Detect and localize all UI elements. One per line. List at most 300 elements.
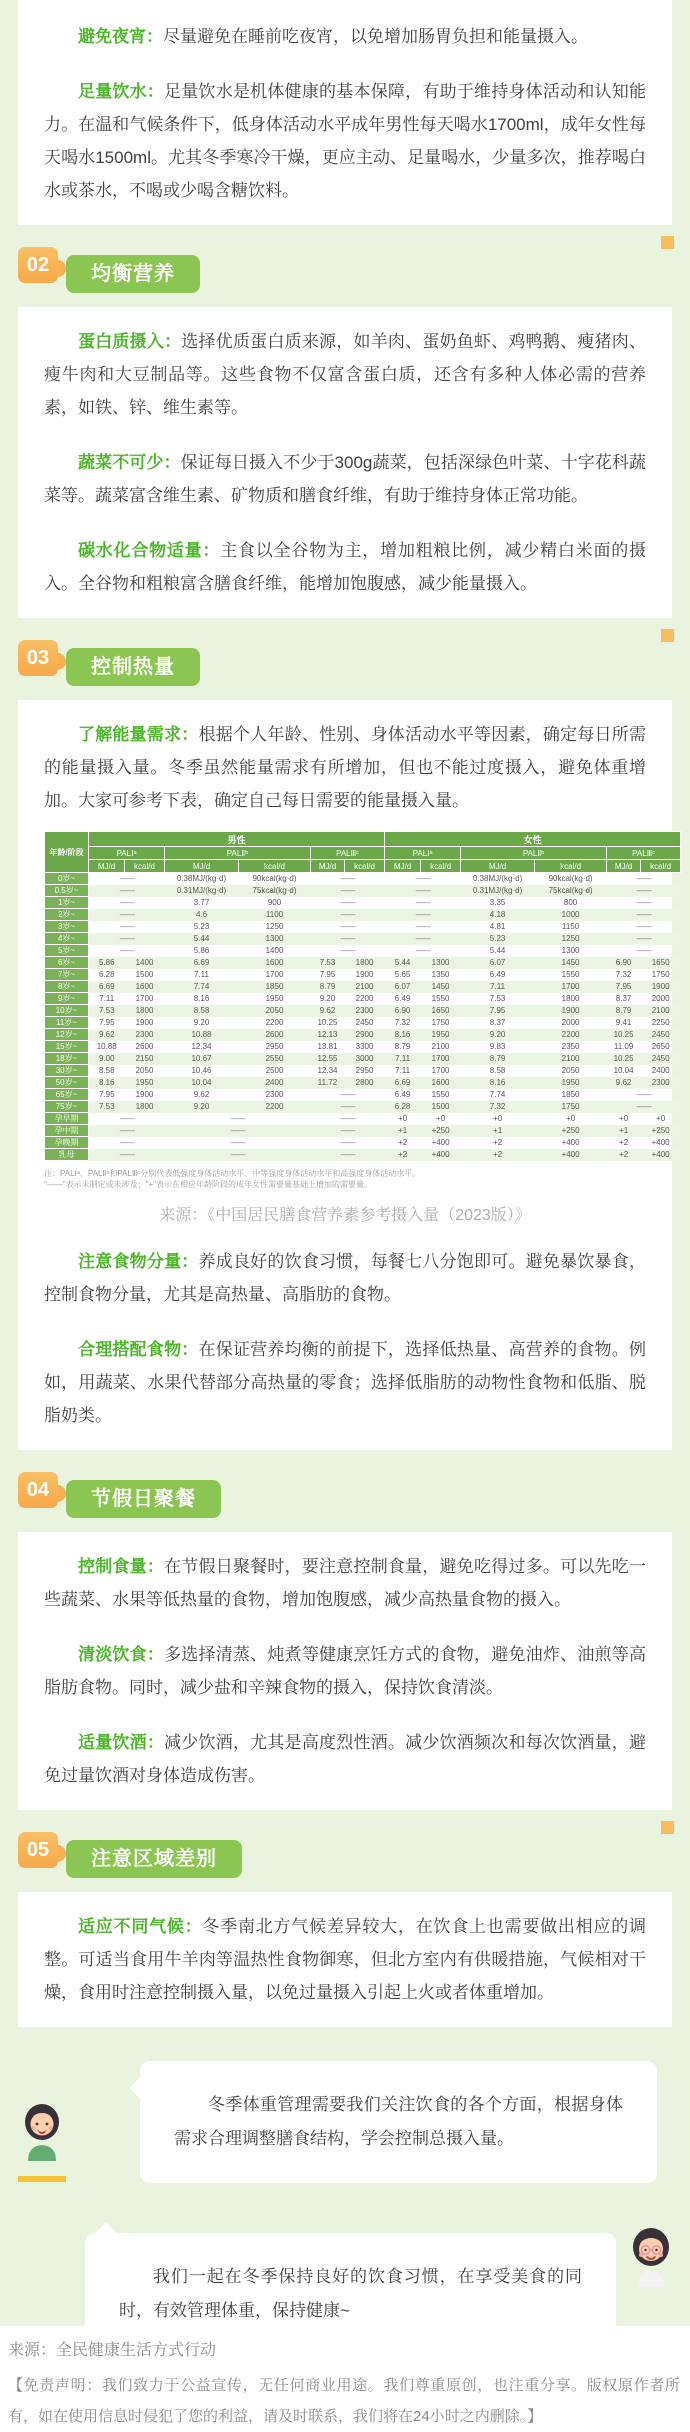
table-cell: 11.72 [311, 1077, 345, 1089]
table-cell: —— [311, 933, 385, 945]
table-row [45, 921, 681, 933]
bubble-text: 冬季体重管理需要我们关注饮食的各个方面，根据身体需求合理调整膳食结构，学会控制总摄入量。 [174, 2095, 623, 2148]
table-row [45, 1017, 681, 1029]
table-cell: +1 [385, 1125, 421, 1137]
table-cell: 2450 [355, 1018, 374, 1027]
tip-text: 在保证营养均衡的前提下，选择低热量、高营养的食物。例如，用蔬菜、水果代替部分高热量的零食；选择低脂肪的动物性食物和低脂、脱脂奶类。 [44, 1340, 646, 1425]
table-cell: 10.88 [96, 1042, 117, 1051]
table-cell: 1700 [431, 1066, 450, 1075]
table-cell: 75kcal(kg·d) [535, 885, 607, 897]
speech-bubble [140, 2061, 657, 2183]
table-cell: 6.49 [394, 1090, 411, 1099]
table-cell: —— [415, 874, 430, 884]
table-cell: —— [119, 898, 134, 907]
table-cell: +2 [493, 1138, 503, 1147]
table-header-cell: 年龄/阶段 [45, 832, 89, 873]
table-cell: 1500 [421, 1101, 461, 1113]
table-cell: —— [636, 898, 651, 907]
table-cell: +400 [561, 1138, 580, 1147]
table-row [45, 1125, 681, 1137]
table-cell: 2200 [355, 994, 374, 1003]
table-cell: 1600 [125, 981, 165, 993]
table-cell: 2450 [641, 1029, 681, 1041]
table-cell: 2800 [345, 1077, 385, 1089]
table-row [45, 993, 681, 1005]
table-header-cell: MJ/d [461, 860, 535, 873]
table-cell: 18岁~ [45, 1053, 89, 1065]
table-cell: —— [311, 1149, 385, 1161]
table-cell: 9.83 [489, 1042, 506, 1051]
table-cell: 1750 [431, 1018, 450, 1027]
table-cell: 1800 [345, 957, 385, 969]
table-cell: —— [415, 898, 430, 907]
table-cell: —— [385, 933, 461, 945]
tip-paragraph [44, 75, 646, 207]
table-cell: —— [340, 1138, 355, 1147]
table-cell: 2950 [355, 1066, 374, 1075]
table-cell: —— [311, 885, 385, 897]
tip-label: 了解能量需求： [78, 725, 199, 744]
table-cell: +400 [421, 1149, 461, 1161]
table-cell: 5.23 [193, 922, 210, 931]
avatar-left [18, 2101, 66, 2182]
table-cell: 10.04 [165, 1077, 239, 1089]
energy-table-body [45, 873, 681, 1161]
table-cell: 0岁~ [45, 873, 89, 885]
tip-text: 主食以全谷物为主，增加粗粮比例，减少精白米面的摄入。全谷物和粗粮富含膳食纤维，能增加饱腹感，减少能量摄入。 [44, 541, 647, 593]
table-cell: 7.53 [489, 994, 506, 1003]
table-cell: 7.11 [385, 1053, 421, 1065]
table-cell: 2300 [125, 1029, 165, 1041]
table-cell: 1700 [135, 994, 154, 1003]
table-cell: 2100 [431, 1042, 450, 1051]
corner-square-decoration [661, 629, 674, 642]
corner-square-decoration [661, 236, 674, 249]
table-cell: —— [340, 898, 355, 907]
woman-avatar-icon [18, 2101, 66, 2161]
table-cell: —— [119, 1114, 134, 1123]
table-cell: 6.90 [385, 1005, 421, 1017]
speech-bubble-row-1 [140, 2061, 657, 2183]
table-cell: 1900 [135, 1090, 154, 1099]
table-cell: +2 [607, 1149, 641, 1161]
table-cell: 9.20 [193, 1018, 210, 1027]
bubble-tail [93, 2222, 118, 2247]
table-cell: 2300 [265, 1090, 284, 1099]
tip-paragraph [44, 1726, 646, 1792]
corner-square-decoration [661, 1821, 674, 1834]
table-cell: 5.44 [385, 957, 421, 969]
table-cell: 1900 [355, 970, 374, 979]
table-cell: 11岁~ [45, 1017, 89, 1029]
table-cell: 1300 [421, 957, 461, 969]
section-header-03 [18, 640, 672, 686]
table-row [45, 957, 681, 969]
table-cell: 9.41 [615, 1018, 632, 1027]
tip-label: 蛋白质摄入： [78, 332, 182, 351]
tip-label: 蔬菜不可少： [78, 453, 181, 472]
table-cell: 1950 [265, 994, 284, 1003]
table-cell: 90kcal(kg·d) [548, 874, 593, 884]
table-cell: 6.28 [385, 1101, 421, 1113]
table-header-cell: kcal/d [125, 860, 165, 873]
tip-text: 养成良好的饮食习惯，每餐七八分饱即可。避免暴饮暴食，控制食物分量，尤其是高热量、高脂肪的食物。 [44, 1252, 646, 1304]
table-cell: —— [89, 909, 165, 921]
table-cell: 3300 [355, 1042, 374, 1051]
table-cell: +0 [566, 1114, 576, 1123]
table-cell: 10.67 [165, 1053, 239, 1065]
table-cell: —— [636, 946, 651, 955]
table-cell: 2550 [239, 1053, 311, 1065]
table-cell: 3.35 [489, 898, 506, 907]
table-cell: 7.95 [319, 970, 336, 979]
table-cell: 0.31MJ/(kg·d) [165, 885, 239, 897]
section-number-badge: 02 [18, 247, 58, 283]
tip-text: 多选择清蒸、炖煮等健康烹饪方式的食物，避免油炸、油煎等高脂肪食物。同时，减少盐和辛辣食物的摄入，保持饮食清淡。 [44, 1645, 646, 1697]
table-cell: 7.74 [165, 981, 239, 993]
table-cell: —— [415, 946, 430, 955]
table-header-cell: kcal/d [421, 860, 461, 873]
table-cell: 6.90 [607, 957, 641, 969]
table-cell: 50岁~ [45, 1077, 89, 1089]
table-cell: 8.58 [489, 1066, 506, 1075]
table-row [45, 1041, 681, 1053]
table-cell: 3.77 [193, 898, 210, 907]
table-cell: 8.16 [193, 994, 210, 1003]
table-row [45, 933, 681, 945]
table-cell: 1750 [651, 970, 670, 979]
avatar-right [626, 2225, 676, 2326]
table-cell: +250 [535, 1125, 607, 1137]
table-header-cell: MJ/d [385, 860, 421, 873]
energy-table [44, 831, 681, 1161]
tip-label: 足量饮水： [78, 82, 165, 101]
table-cell: 5.44 [489, 946, 506, 955]
tip-paragraph [44, 446, 646, 512]
table-cell: —— [607, 909, 681, 921]
table-cell: 0.31MJ/(kg·d) [461, 885, 535, 897]
table-cell: —— [607, 933, 681, 945]
table-cell: 7.32 [461, 1101, 535, 1113]
table-cell: 11.09 [613, 1042, 634, 1051]
table-cell: 9.00 [89, 1053, 125, 1065]
table-cell: 30岁~ [45, 1065, 89, 1077]
table-cell: —— [89, 1149, 165, 1161]
table-cell: 15岁~ [45, 1041, 89, 1053]
table-cell: +2 [619, 1138, 629, 1147]
table-cell: 8岁~ [45, 981, 89, 993]
table-header-cell: MJ/d [311, 860, 345, 873]
table-cell: 10.88 [165, 1029, 239, 1041]
table-cell: 8.79 [607, 1005, 641, 1017]
table-cell: 8.16 [89, 1077, 125, 1089]
table-cell: 1750 [535, 1101, 607, 1113]
table-cell: 6.49 [489, 970, 506, 979]
table-cell: 4.18 [461, 909, 535, 921]
tip-paragraph [44, 534, 646, 600]
table-header-cell: MJ/d [607, 860, 641, 873]
tip-label: 适应不同气候： [78, 1917, 203, 1936]
table-cell: 5岁~ [45, 945, 89, 957]
table-cell: +2 [398, 1138, 408, 1147]
section-title: 节假日聚餐 [66, 1480, 221, 1518]
table-header-cell: kcal/d [239, 860, 311, 873]
table-row [45, 1053, 681, 1065]
tip-label: 注意食物分量： [78, 1252, 199, 1271]
table-cell: 9.20 [165, 1101, 239, 1113]
table-row [45, 1077, 681, 1089]
table-cell: 90kcal(kg·d) [252, 874, 297, 884]
table-cell: 5.86 [89, 957, 125, 969]
section-title: 注意区域差别 [66, 1840, 242, 1878]
table-cell: 8.58 [98, 1066, 115, 1075]
table-cell: 1900 [135, 1018, 154, 1027]
table-cell: 12.34 [317, 1066, 338, 1075]
table-cell: 2200 [265, 1018, 284, 1027]
table-cell: 1150 [561, 922, 580, 931]
tip-paragraph [44, 325, 646, 424]
table-cell: 10.25 [607, 1053, 641, 1065]
table-cell: 2000 [651, 994, 670, 1003]
table-cell: 900 [267, 898, 282, 907]
tip-paragraph [44, 718, 646, 817]
card-regional-differences [18, 1892, 672, 2027]
table-cell: —— [311, 909, 385, 921]
tip-text: 足量饮水是机体健康的基本保障，有助于维持身体活动和认知能力。在温和气候条件下，低身体活动水平成年男性每天喝水1700ml，成年女性每天喝水1500ml。尤其冬季寒冷干燥，更应主动、足量喝水，少量多次，推荐喝白水或茶水，不喝或少喝含糖饮料。 [44, 82, 646, 200]
table-cell: —— [415, 922, 430, 931]
table-row [45, 969, 681, 981]
table-cell: 2050 [239, 1005, 311, 1017]
table-cell: 6.69 [89, 981, 125, 993]
table-cell: 孕晚期 [45, 1137, 89, 1149]
table-row [45, 909, 681, 921]
table-cell: 6.28 [98, 970, 115, 979]
table-cell: +400 [651, 1138, 670, 1147]
table-cell: 2200 [535, 1029, 607, 1041]
table-cell: 9.62 [193, 1090, 210, 1099]
table-cell: —— [119, 1138, 134, 1147]
table-header-cell: PALⅡᵇ [461, 847, 607, 860]
table-cell: 7.32 [394, 1018, 411, 1027]
table-cell: 65岁~ [45, 1089, 89, 1101]
table-cell: 1300 [239, 933, 311, 945]
table-cell: 2100 [535, 1053, 607, 1065]
table-cell: 7岁~ [45, 969, 89, 981]
yellow-accent-line [18, 2176, 66, 2182]
tip-text: 在节假日聚餐时，要注意控制食量，避免吃得过多。可以先吃一些蔬菜、水果等低热量的食物，增加饱腹感，减少高热量食物的摄入。 [44, 1557, 646, 1609]
table-cell: 10.25 [607, 1029, 641, 1041]
card-diet-tips-1 [18, 0, 672, 225]
table-cell: 7.11 [194, 970, 209, 979]
tip-paragraph [44, 1910, 646, 2009]
table-cell: 1350 [431, 970, 450, 979]
card-balanced-nutrition [18, 307, 672, 618]
table-cell: 1000 [535, 909, 607, 921]
table-cell: 7.11 [99, 994, 115, 1003]
table-header-cell: kcal/d [345, 860, 385, 873]
table-cell: —— [385, 909, 461, 921]
table-cell: 2000 [561, 1018, 580, 1027]
table-cell: 5.44 [165, 933, 239, 945]
table-cell: 1550 [431, 994, 450, 1003]
table-cell: 4.6 [165, 909, 239, 921]
table-cell: 1400 [125, 957, 165, 969]
table-cell: 孕中期 [45, 1125, 89, 1137]
table-cell: 4岁~ [45, 933, 89, 945]
table-cell: +2 [385, 1149, 421, 1161]
table-cell: 1岁~ [45, 897, 89, 909]
table-header-cell: PALⅠᵃ [385, 847, 461, 860]
table-header-cell: kcal/d [535, 860, 607, 873]
table-cell: 1650 [641, 957, 681, 969]
table-cell: +400 [535, 1149, 607, 1161]
table-header-cell: 女性 [385, 832, 681, 847]
table-cell: 9.62 [607, 1077, 641, 1089]
table-cell: 1950 [421, 1029, 461, 1041]
table-cell: —— [119, 922, 134, 931]
table-cell: —— [311, 1101, 385, 1113]
table-cell: 2350 [561, 1042, 580, 1051]
table-row [45, 1149, 681, 1161]
table-cell: —— [230, 1114, 245, 1123]
table-row [45, 1029, 681, 1041]
table-cell: +400 [641, 1149, 681, 1161]
table-row [45, 873, 681, 885]
table-cell: —— [340, 922, 355, 931]
table-header-cell: PALⅡᵇ [165, 847, 311, 860]
table-cell: 2600 [239, 1029, 311, 1041]
table-cell: 1950 [125, 1077, 165, 1089]
table-row [45, 885, 681, 897]
table-cell: 7.32 [615, 970, 632, 979]
table-header-cell: PALⅢᶜ [607, 847, 681, 860]
disclaimer-text: 【免责声明：我们致力于公益宣传，无任何商业用途。我们尊重原创，也注重分享。版权原作者所有，如在使用信息时侵犯了您的利益，请及时联系，我们将在24小时之内删除。】 [8, 2377, 680, 2425]
table-cell: —— [636, 874, 651, 884]
table-cell: —— [385, 885, 461, 897]
table-cell: 8.16 [385, 1029, 421, 1041]
speech-bubble [85, 2233, 616, 2326]
table-row [45, 945, 681, 957]
table-cell: —— [311, 1125, 385, 1137]
footnote-line: 注：PALⅠᵃ、PALⅡᵇ和PALⅢᶜ分别代表低强度身体活动水平、中等强度身体活动水平和高强度身体活动水平。 [44, 1169, 421, 1178]
energy-table-head [45, 832, 681, 873]
table-row [45, 1137, 681, 1149]
table-row [45, 1065, 681, 1077]
tip-paragraph [44, 1638, 646, 1704]
table-row [45, 1113, 681, 1125]
table-header-cell: PALⅠᵃ [89, 847, 165, 860]
table-cell: 5.65 [394, 970, 411, 979]
table-source: 来源：《中国居民膳食营养素参考摄入量（2023版）》 [159, 1207, 531, 1224]
article-source: 来源：全民健康生活方式行动 [8, 2342, 217, 2359]
tip-label: 清淡饮食： [78, 1645, 165, 1664]
table-cell: +0 [493, 1114, 503, 1123]
table-cell: 乳母 [45, 1149, 89, 1161]
table-cell: —— [340, 946, 355, 955]
table-cell: 8.79 [394, 1042, 411, 1051]
table-cell: 7.95 [607, 981, 641, 993]
table-cell: 2400 [651, 1066, 670, 1075]
table-cell: 12.55 [311, 1053, 345, 1065]
table-cell: 3岁~ [45, 921, 89, 933]
table-cell: 7.95 [98, 1090, 115, 1099]
table-cell: +1 [607, 1125, 641, 1137]
table-cell: +2 [461, 1149, 535, 1161]
table-cell: 5.86 [193, 946, 210, 955]
card-holiday-dining [18, 1532, 672, 1810]
table-cell: 1700 [265, 970, 284, 979]
table-cell: 2650 [651, 1042, 670, 1051]
table-cell: 2450 [641, 1053, 681, 1065]
table-header-cell: PALⅢᶜ [311, 847, 385, 860]
table-cell: 7.11 [461, 981, 535, 993]
table-cell: 6.49 [394, 994, 411, 1003]
tip-text: 冬季南北方气候差异较大，在饮食上也需要做出相应的调整。可适当食用牛羊肉等温热性食物御寒，但北方室内有供暖措施，气候相对干燥，食用时注意控制摄入量，以免过量摄入引起上火或者体重增加。 [44, 1917, 647, 2002]
table-cell: —— [607, 1101, 681, 1113]
table-cell: 2400 [239, 1077, 311, 1089]
tip-paragraph [44, 1245, 646, 1311]
table-cell: 1250 [265, 922, 284, 931]
tip-label: 合理搭配食物： [78, 1340, 199, 1359]
table-cell: 2900 [345, 1029, 385, 1041]
table-cell: —— [340, 1114, 355, 1123]
table-row [45, 1101, 681, 1113]
table-cell: —— [607, 885, 681, 897]
table-cell: 1300 [561, 946, 580, 955]
table-cell: 0.5岁~ [45, 885, 89, 897]
table-cell: 6.69 [385, 1077, 421, 1089]
table-cell: 1600 [239, 957, 311, 969]
table-cell: 7.53 [311, 957, 345, 969]
table-cell: 1450 [535, 957, 607, 969]
table-cell: 1900 [535, 1005, 607, 1017]
speech-bubble-row-2 [85, 2233, 616, 2326]
table-cell: —— [119, 946, 134, 955]
table-cell: —— [165, 1149, 311, 1161]
table-cell: 1800 [125, 1005, 165, 1017]
table-cell: 7.11 [395, 1066, 411, 1075]
tip-text: 选择优质蛋白质来源，如羊肉、蛋奶鱼虾、鸡鸭鹅、瘦猪肉、瘦牛肉和大豆制品等。这些食物不仅富含蛋白质，还含有多种人体必需的营养素，如铁、锌、维生素等。 [44, 332, 646, 417]
table-cell: 1850 [561, 1090, 580, 1099]
woman-glasses-avatar-icon [626, 2225, 676, 2287]
table-cell: 8.79 [461, 1053, 535, 1065]
table-row [45, 1005, 681, 1017]
table-cell: 75岁~ [45, 1101, 89, 1113]
table-cell: 2950 [265, 1042, 284, 1051]
table-cell: 2050 [561, 1066, 580, 1075]
table-cell: +0 [619, 1114, 629, 1123]
table-cell: —— [89, 885, 165, 897]
tip-label: 避免夜宵： [78, 27, 163, 46]
table-cell: 8.79 [311, 981, 345, 993]
table-cell: 6岁~ [45, 957, 89, 969]
table-cell: 1450 [421, 981, 461, 993]
section-number-badge: 05 [18, 1832, 58, 1868]
tip-paragraph [44, 1333, 646, 1432]
table-cell: 1650 [421, 1005, 461, 1017]
table-cell: 10.25 [317, 1018, 338, 1027]
table-cell: —— [119, 874, 134, 884]
table-cell: 8.37 [489, 1018, 506, 1027]
section-title: 控制热量 [66, 648, 200, 686]
table-cell: 9.20 [319, 994, 336, 1003]
table-row [45, 981, 681, 993]
table-cell: 2200 [239, 1101, 311, 1113]
table-cell: +0 [398, 1114, 408, 1123]
table-cell: 2100 [641, 1005, 681, 1017]
table-cell: 1500 [135, 970, 154, 979]
table-cell: 6.69 [165, 957, 239, 969]
